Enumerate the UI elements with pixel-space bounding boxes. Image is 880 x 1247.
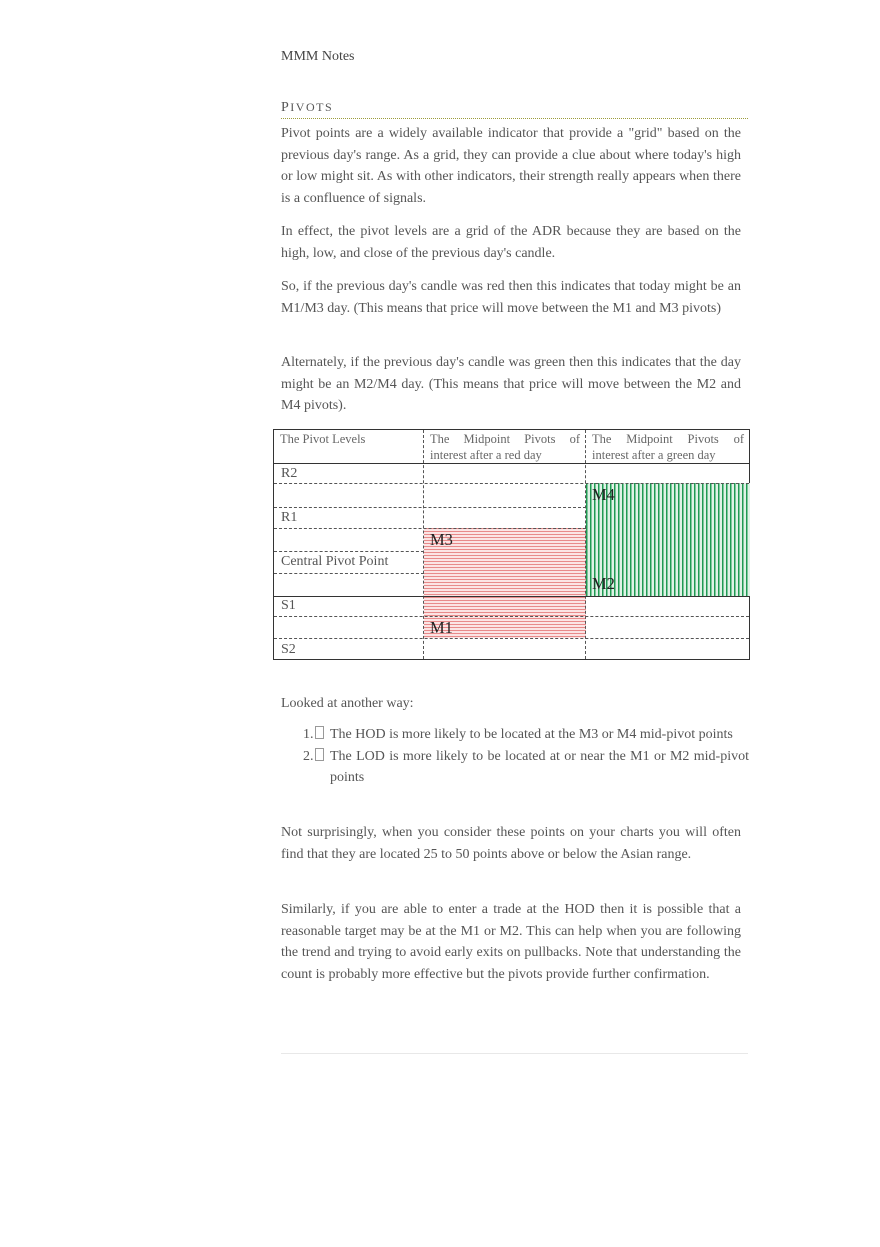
page-header: MMM Notes — [281, 49, 355, 64]
list-item — [303, 746, 749, 789]
level-r2: R2 — [281, 466, 298, 481]
pivot-label-m1: M1 — [430, 618, 453, 637]
row-divider — [274, 507, 586, 508]
row-divider — [274, 616, 749, 617]
column-divider — [423, 430, 424, 659]
row-divider — [274, 528, 586, 529]
pivot-label-m3: M3 — [430, 530, 453, 549]
paragraph-red-day: So, if the previous day's candle was red then this indicates that today might be an M1/M3 day. (This means that price will move between the M1 and M3 pivots) — [281, 279, 741, 316]
paragraph-asian-range: Not surprisingly, when you consider these points on your charts you will often find that they are located 25 to 50 points above or below the Asian range. — [281, 825, 741, 862]
row-divider — [274, 483, 749, 484]
list-item-number: 2. — [303, 746, 324, 768]
section-heading — [281, 100, 748, 119]
paragraph-green-day: Alternately, if the previous day's candle was green then this indicates that the day might be an M2/M4 day. (This means that price will move between the M2 and M4 pivots). — [281, 355, 741, 414]
pivot-label-m2: M2 — [592, 574, 615, 593]
column-header-pivot-levels: The Pivot Levels — [280, 432, 366, 446]
footer-rule — [281, 1053, 748, 1054]
row-divider — [274, 638, 749, 639]
numbered-list — [303, 724, 749, 789]
column-divider — [585, 430, 586, 659]
paragraph-another-way: Looked at another way: — [281, 696, 414, 711]
row-divider — [274, 551, 424, 552]
pivot-levels-table — [273, 429, 750, 660]
list-item — [303, 724, 749, 746]
paragraph-target: Similarly, if you are able to enter a trade at the HOD then it is possible that a reasonable target may be at the M1 or M2. This can help when you are following the trend and trying to avoid early exits on pullbacks. Note that understanding the count is probably more effective but the pivots provide further confirmation. — [281, 902, 741, 983]
level-s1: S1 — [281, 598, 296, 613]
row-divider — [274, 463, 749, 464]
pivot-label-m4: M4 — [592, 485, 615, 504]
bullet-box-icon — [315, 726, 324, 739]
column-header-green-day: The Midpoint Pivots of interest after a green day — [592, 432, 744, 462]
level-r1: R1 — [281, 510, 298, 525]
row-divider — [274, 596, 749, 597]
list-item-number: 1. — [303, 724, 324, 746]
list-item-text: The LOD is more likely to be located at or near the M1 or M2 mid-pivot points — [330, 748, 749, 786]
bullet-box-icon — [315, 748, 324, 761]
paragraph-intro: Pivot points are a widely available indicator that provide a "grid" based on the previous day's range. As a grid, they can provide a clue about where today's high or low might sit. As with other indicators, their strength really appears when there is a confluence of signals. — [281, 126, 741, 207]
row-divider — [274, 573, 424, 574]
paragraph-adr-grid: In effect, the pivot levels are a grid of the ADR because they are based on the high, low, and close of the previous day's candle. — [281, 224, 741, 261]
level-s2: S2 — [281, 642, 296, 657]
list-item-text: The HOD is more likely to be located at the M3 or M4 mid-pivot points — [330, 727, 733, 742]
section-heading-rest: IVOTS — [290, 100, 334, 114]
level-central-pivot: Central Pivot Point — [281, 554, 389, 569]
section-heading-initial: P — [281, 100, 291, 115]
column-header-red-day: The Midpoint Pivots of interest after a red day — [430, 432, 580, 462]
